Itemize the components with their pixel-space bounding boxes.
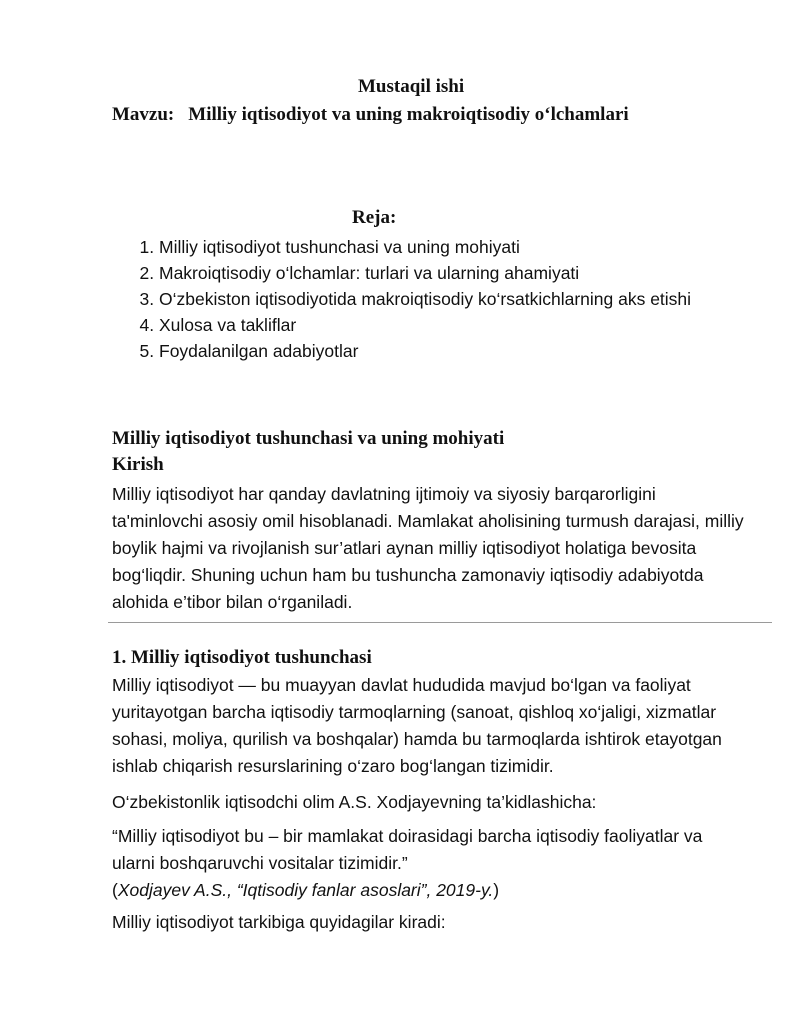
plan-heading: Reja:	[352, 207, 397, 228]
horizontal-divider	[108, 622, 772, 623]
quote-paragraph: “Milliy iqtisodiyot bu – bir mamlakat doirasidagi barcha iqtisodiy faoliyatlar va ularni boshqaruvchi vositalar tizimidir.”	[112, 826, 703, 873]
plan-item: 4. Xulosa va takliflar	[159, 312, 759, 338]
citation-close: )	[493, 880, 500, 900]
topic-text: Milliy iqtisodiyot va uning makroiqtisodiy o‘lchamlari	[188, 104, 629, 125]
document-title: Mustaqil ishi	[358, 76, 465, 97]
intro-section	[112, 426, 744, 616]
components-paragraph: Milliy iqtisodiyot tarkibiga quyidagilar kiradi:	[112, 912, 446, 932]
citation-line	[112, 877, 744, 904]
definition-paragraph: Milliy iqtisodiyot — bu muayyan davlat hududida mavjud bo‘lgan va faoliyat yuritayotgan barcha iqtisodiy tarmoqlarning (sanoat, qishloq xo‘jaligi, xizmatlar sohasi, moliya, qurilish va boshqalar) hamda bu tarmoqlarda ishtirok etayotgan ishlab chiqarish resurslarining o‘zaro bog‘langan tizimidir.	[112, 675, 722, 776]
plan-item: 2. Makroiqtisodiy o‘lchamlar: turlari va ularning ahamiyati	[159, 260, 759, 286]
citation-open: (	[112, 880, 118, 900]
intro-heading: Kirish	[112, 454, 164, 475]
subsection-heading: 1. Milliy iqtisodiyot tushunchasi	[112, 647, 372, 668]
plan-list	[112, 234, 759, 364]
scholar-paragraph: O‘zbekistonlik iqtisodchi olim A.S. Xodjayevning ta’kidlashicha:	[112, 792, 597, 812]
plan-item: 3. O‘zbekiston iqtisodiyotida makroiqtisodiy ko‘rsatkichlarning aks etishi	[159, 286, 759, 312]
section-heading: Milliy iqtisodiyot tushunchasi va uning mohiyati	[112, 428, 505, 449]
plan-item: 1. Milliy iqtisodiyot tushunchasi va uning mohiyati	[159, 234, 759, 260]
intro-paragraph: Milliy iqtisodiyot har qanday davlatning ijtimoiy va siyosiy barqarorligini ta'minlovchi asosiy omil hisoblanadi. Mamlakat aholisining turmush darajasi, milliy boylik hajmi va rivojlanish sur’atlari aynan milliy iqtisodiyot holatiga bevosita bog‘liqdir. Shuning uchun ham bu tushuncha zamonaviy iqtisodiy adabiyotda alohida e’tibor bilan o‘rganiladi.	[112, 484, 744, 612]
definition-section	[112, 645, 744, 936]
plan-item: 5. Foydalanilgan adabiyotlar	[159, 338, 759, 364]
citation-text: Xodjayev A.S., “Iqtisodiy fanlar asoslari”, 2019-y.	[117, 880, 494, 900]
topic-line	[112, 104, 629, 126]
topic-label: Mavzu:	[112, 104, 175, 125]
